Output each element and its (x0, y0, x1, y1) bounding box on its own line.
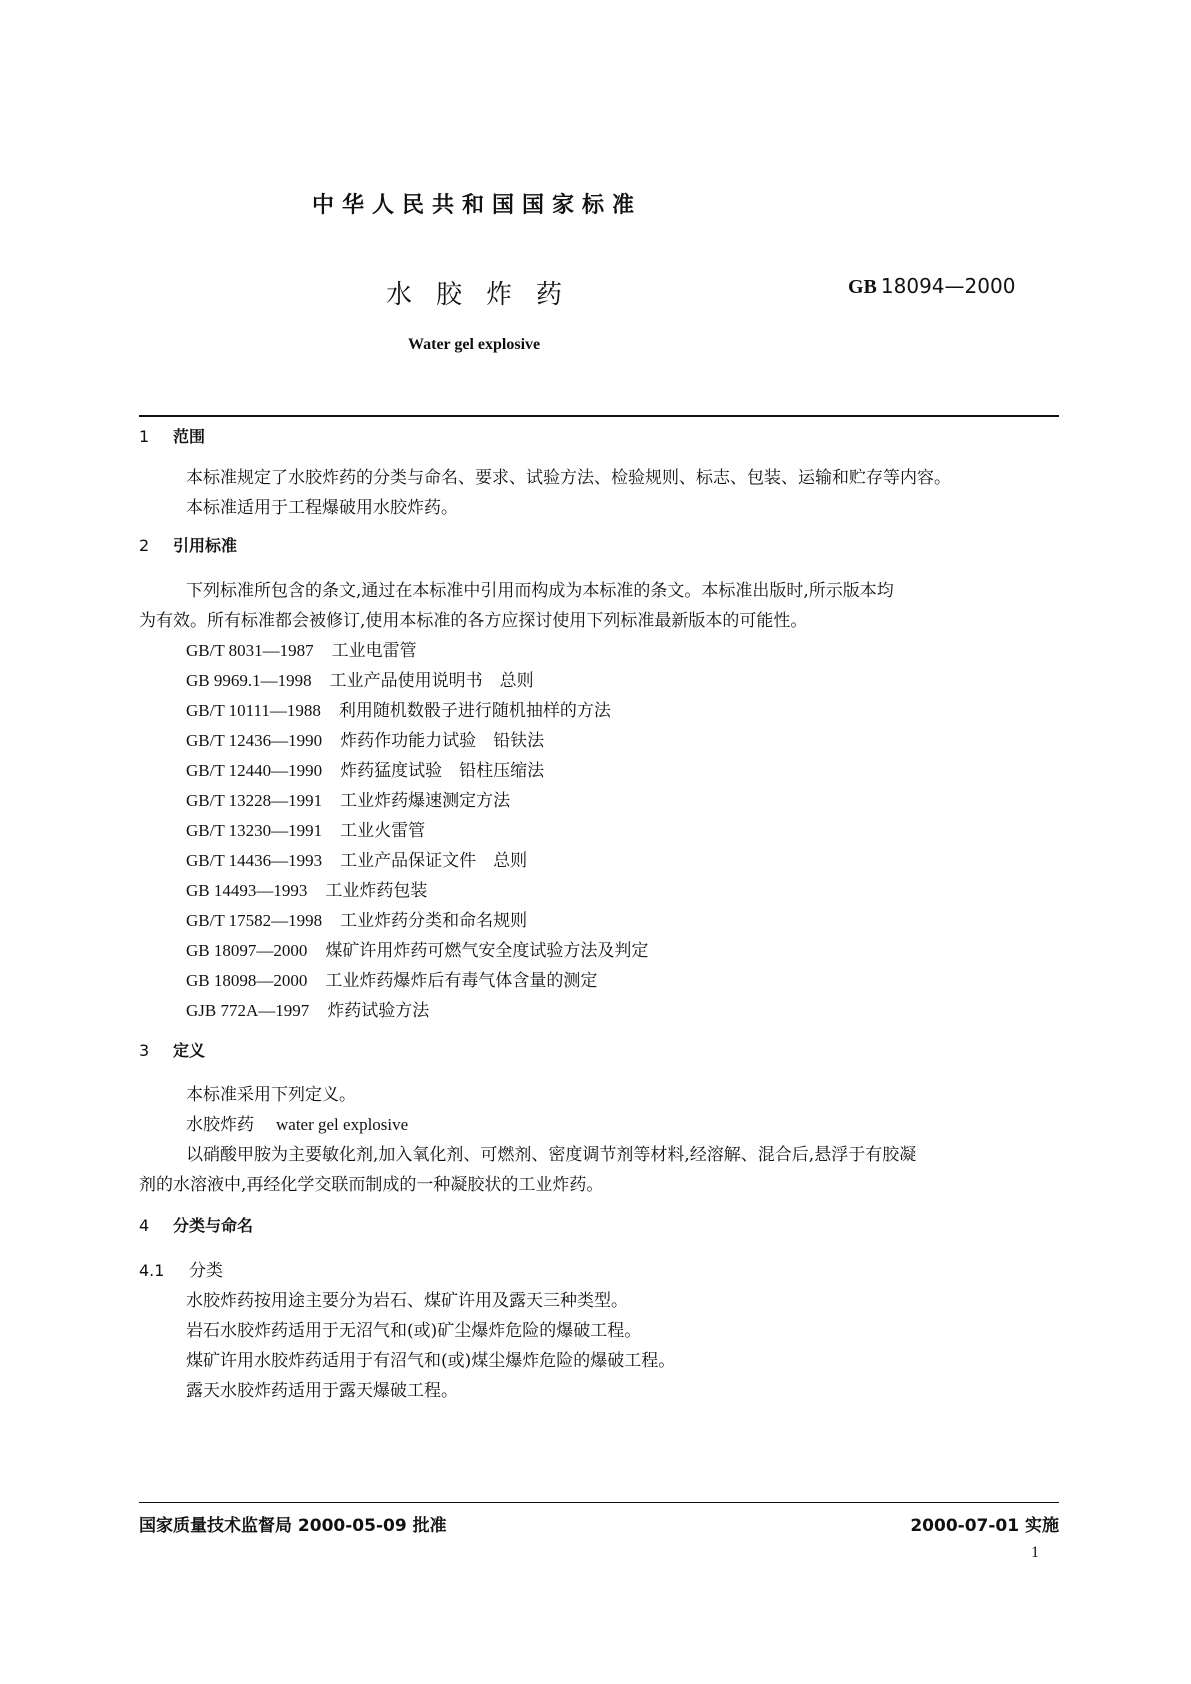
reference-item: GB 18097—2000 煤矿许用炸药可燃气安全度试验方法及判定 (186, 941, 649, 961)
reference-item: GB 14493—1993 工业炸药包装 (186, 881, 428, 901)
reference-item: GB/T 10111—1988 利用随机数骰子进行随机抽样的方法 (186, 701, 611, 721)
section-3-para-1: 本标准采用下列定义。 (186, 1085, 356, 1105)
reference-item: GB 18098—2000 工业炸药爆炸后有毒气体含量的测定 (186, 971, 598, 991)
section-1-para-1: 本标准规定了水胶炸药的分类与命名、要求、试验方法、检验规则、标志、包装、运输和贮存等内容。 (186, 468, 951, 488)
standard-number: 18094—2000 (880, 274, 1016, 298)
section-2-para-line-2: 为有效。所有标准都会被修订,使用本标准的各方应探讨使用下列标准最新版本的可能性。 (139, 611, 808, 631)
classification-line: 水胶炸药按用途主要分为岩石、煤矿许用及露天三种类型。 (186, 1291, 628, 1311)
reference-item: GB/T 8031—1987 工业电雷管 (186, 641, 417, 661)
subsection-4-1-heading: 4.1 分类 (139, 1261, 223, 1281)
bottom-divider (139, 1502, 1059, 1503)
section-1-heading: 1 范围 (139, 427, 206, 446)
national-standard-heading: 中华人民共和国国家标准 (312, 193, 643, 218)
definition-term (186, 1110, 408, 1135)
section-4-heading: 4 分类与命名 (139, 1216, 254, 1235)
standard-prefix: GB (848, 276, 877, 298)
top-divider (139, 415, 1059, 417)
section-1-para-2: 本标准适用于工程爆破用水胶炸药。 (186, 498, 458, 518)
section-2-para-line-1: 下列标准所包含的条文,通过在本标准中引用而构成为本标准的条文。本标准出版时,所示版本均 (186, 581, 894, 601)
term-english: water gel explosive (276, 1115, 409, 1134)
term-chinese: 水胶炸药 (186, 1115, 254, 1135)
reference-item: GB/T 12436—1990 炸药作功能力试验 铅𫓧法 (186, 731, 545, 751)
definition-line-1: 以硝酸甲胺为主要敏化剂,加入氧化剂、可燃剂、密度调节剂等材料,经溶解、混合后,悬浮于有胶凝 (186, 1145, 917, 1165)
reference-item: GB 9969.1—1998 工业产品使用说明书 总则 (186, 671, 534, 691)
reference-item: GB/T 12440—1990 炸药猛度试验 铅柱压缩法 (186, 761, 545, 781)
section-3-heading: 3 定义 (139, 1041, 206, 1060)
classification-line: 煤矿许用水胶炸药适用于有沼气和(或)煤尘爆炸危险的爆破工程。 (186, 1351, 676, 1371)
page-number: 1 (1031, 1544, 1039, 1561)
approval-note: 国家质量技术监督局 2000-05-09 批准 (139, 1516, 447, 1536)
english-title: Water gel explosive (408, 336, 541, 353)
definition-line-2: 剂的水溶液中,再经化学交联而制成的一种凝胶状的工业炸药。 (139, 1175, 604, 1195)
reference-item: GJB 772A—1997 炸药试验方法 (186, 1001, 430, 1021)
reference-item: GB/T 14436—1993 工业产品保证文件 总则 (186, 851, 528, 871)
reference-item: GB/T 17582—1998 工业炸药分类和命名规则 (186, 911, 528, 931)
reference-item: GB/T 13228—1991 工业炸药爆速测定方法 (186, 791, 511, 811)
classification-line: 露天水胶炸药适用于露天爆破工程。 (186, 1381, 458, 1401)
reference-item: GB/T 13230—1991 工业火雷管 (186, 821, 426, 841)
standard-code (848, 274, 1015, 299)
effective-date: 2000-07-01 实施 (910, 1516, 1059, 1536)
classification-line: 岩石水胶炸药适用于无沼气和(或)矿尘爆炸危险的爆破工程。 (186, 1321, 642, 1341)
document-title: 水胶炸药 (386, 280, 587, 310)
section-2-heading: 2 引用标准 (139, 536, 238, 555)
